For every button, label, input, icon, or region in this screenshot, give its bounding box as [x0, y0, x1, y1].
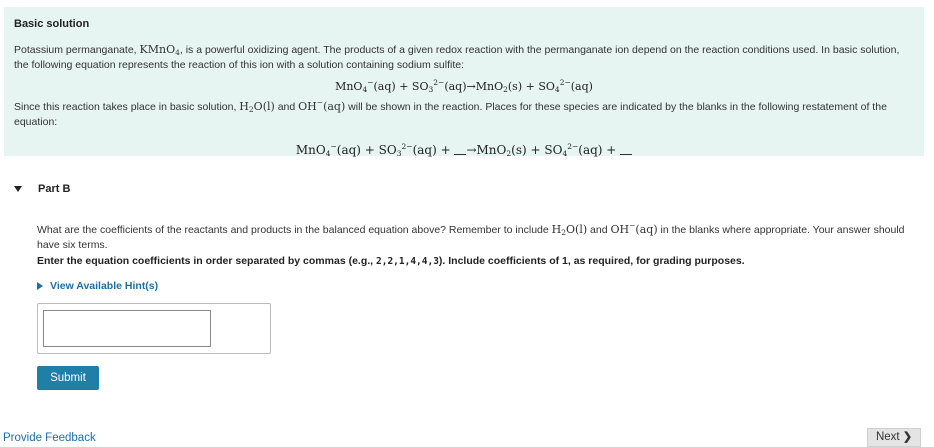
next-button[interactable] [867, 428, 921, 447]
chevron-right-icon: ❯ [902, 431, 913, 443]
provide-feedback-link[interactable]: Provide Feedback [3, 432, 96, 444]
problem-intro-panel [4, 7, 924, 156]
hint-label: View Available Hint(s) [50, 280, 159, 292]
answer-container [37, 303, 271, 354]
kmno4-formula: KMnO$_4$ [139, 43, 180, 57]
next-label: Next [875, 431, 900, 443]
answer-input[interactable] [43, 310, 211, 347]
equation-1: $MnO_4^-(aq) + SO_3^{2-}(aq)\to MnO_2(s) + SO_4^{2-}(aq)$ [335, 78, 593, 94]
question-text: What are the coefficients of the reactants and products in the balanced equation above? Remember to include $H_2O(l)$ and OH−(aq) in the blanks where appropriate. Your answer should have six terms. [37, 221, 905, 251]
intro-title: Basic solution [14, 18, 90, 30]
oh-formula: OH−(aq) [298, 98, 346, 113]
equation-2: $MnO_4^-(aq) + SO_3^{2-}(aq) + \to MnO_2(s) + SO_4^{2-}(aq)$ + [14, 139, 914, 162]
caret-down-icon [14, 186, 22, 192]
intro-paragraph-1 [14, 43, 914, 72]
blank-1 [454, 145, 466, 155]
intro-text: , is a powerful oxidizing agent. The products of a given redox reaction with the permanganate ion depend on the reaction conditions used. In basic solution, the following equation represents the reaction of this ion with a solution containing sodium sulfite: [14, 44, 900, 71]
submit-button[interactable]: Submit [37, 366, 99, 390]
blank-2 [620, 145, 632, 155]
h2o-formula: $H_2O(l)$ [551, 223, 588, 237]
instruction-text: Enter the equation coefficients in order separated by commas (e.g., 2,2,1,4,4,3). Include coefficients of 1, as required, for grading purposes. [37, 255, 745, 267]
caret-right-icon [37, 282, 43, 290]
h2o-formula: $H_2O(l)$ [239, 100, 275, 114]
intro-paragraph-2: Since this reaction takes place in basic solution, $H_2O(l)$ and OH−(aq) will be shown in the reaction. Places for these species are indicated by the blanks in the following restatement of the equation: [14, 98, 887, 128]
part-label: Part B [38, 183, 71, 195]
oh-formula: OH−(aq) [610, 221, 658, 236]
part-b-toggle[interactable] [14, 183, 70, 195]
view-hints-link[interactable] [37, 280, 158, 292]
intro-text: Potassium permanganate, [14, 44, 140, 56]
